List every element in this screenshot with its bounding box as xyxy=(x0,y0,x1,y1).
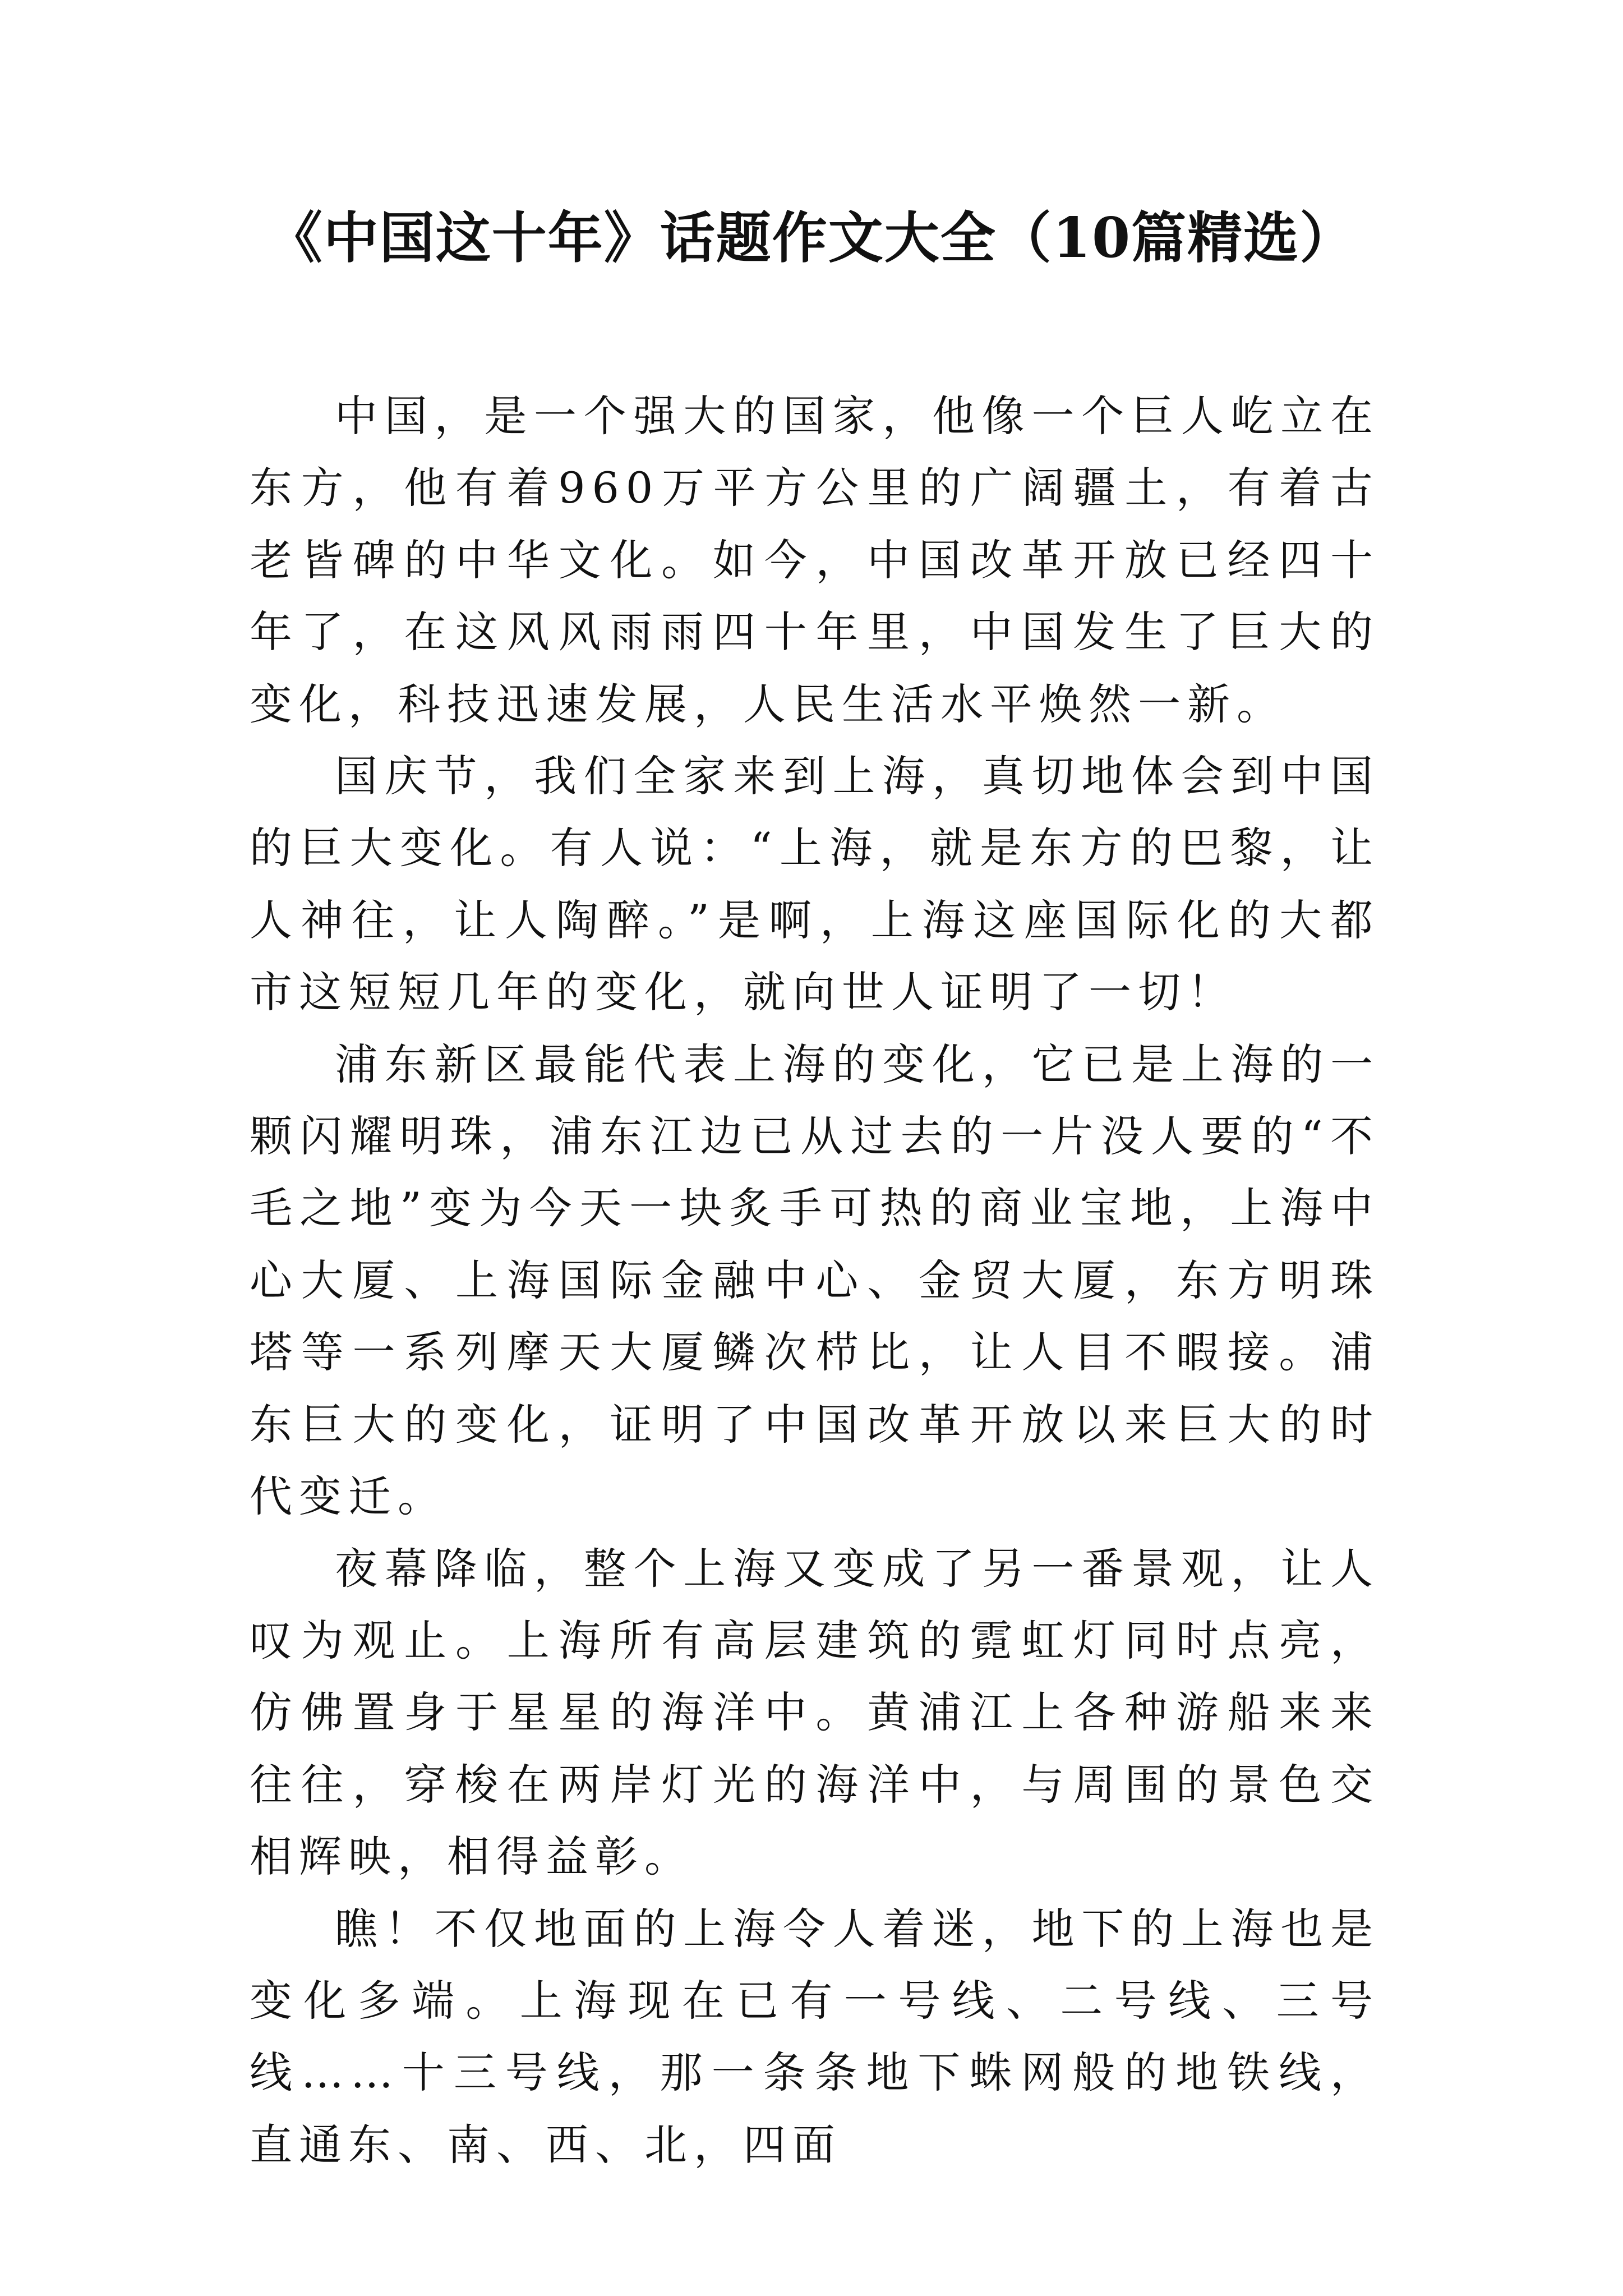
paragraph: 中国，是一个强大的国家，他像一个巨人屹立在东方，他有着960万平方公里的广阔疆土，有着古老皆碑的中华文化。如今，中国改革开放已经四十年了，在这风风雨雨四十年里，中国发生了巨大的变化，科技迅速发展，人民生活水平焕然一新。 xyxy=(250,391,1380,729)
document-body xyxy=(250,380,1380,2181)
paragraph: 浦东新区最能代表上海的变化，它已是上海的一颗闪耀明珠，浦东江边已从过去的一片没人要的“不毛之地”变为今天一块炙手可热的商业宝地，上海中心大厦、上海国际金融中心、金贸大厦，东方明珠塔等一系列摩天大厦鳞次栉比，让人目不暇接。浦东巨大的变化，证明了中国改革开放以来巨大的时代变迁。 xyxy=(250,1039,1380,1522)
paragraph: 瞧！不仅地面的上海令人着迷，地下的上海也是变化多端。上海现在已有一号线、二号线、三号线……十三号线，那一条条地下蛛网般的地铁线，直通东、南、西、北，四面 xyxy=(250,1903,1380,2170)
document-title: 《中国这十年》话题作文大全（10篇精选） xyxy=(267,206,1356,270)
paragraph: 国庆节，我们全家来到上海，真切地体会到中国的巨大变化。有人说：“上海，就是东方的巴黎，让人神往，让人陶醉。”是啊，上海这座国际化的大都市这短短几年的变化，就向世人证明了一切！ xyxy=(250,751,1380,1018)
paragraph: 夜幕降临，整个上海又变成了另一番景观，让人叹为观止。上海所有高层建筑的霓虹灯同时点亮，仿佛置身于星星的海洋中。黄浦江上各种游船来来往往，穿梭在两岸灯光的海洋中，与周围的景色交相辉映，相得益彰。 xyxy=(250,1543,1380,1882)
